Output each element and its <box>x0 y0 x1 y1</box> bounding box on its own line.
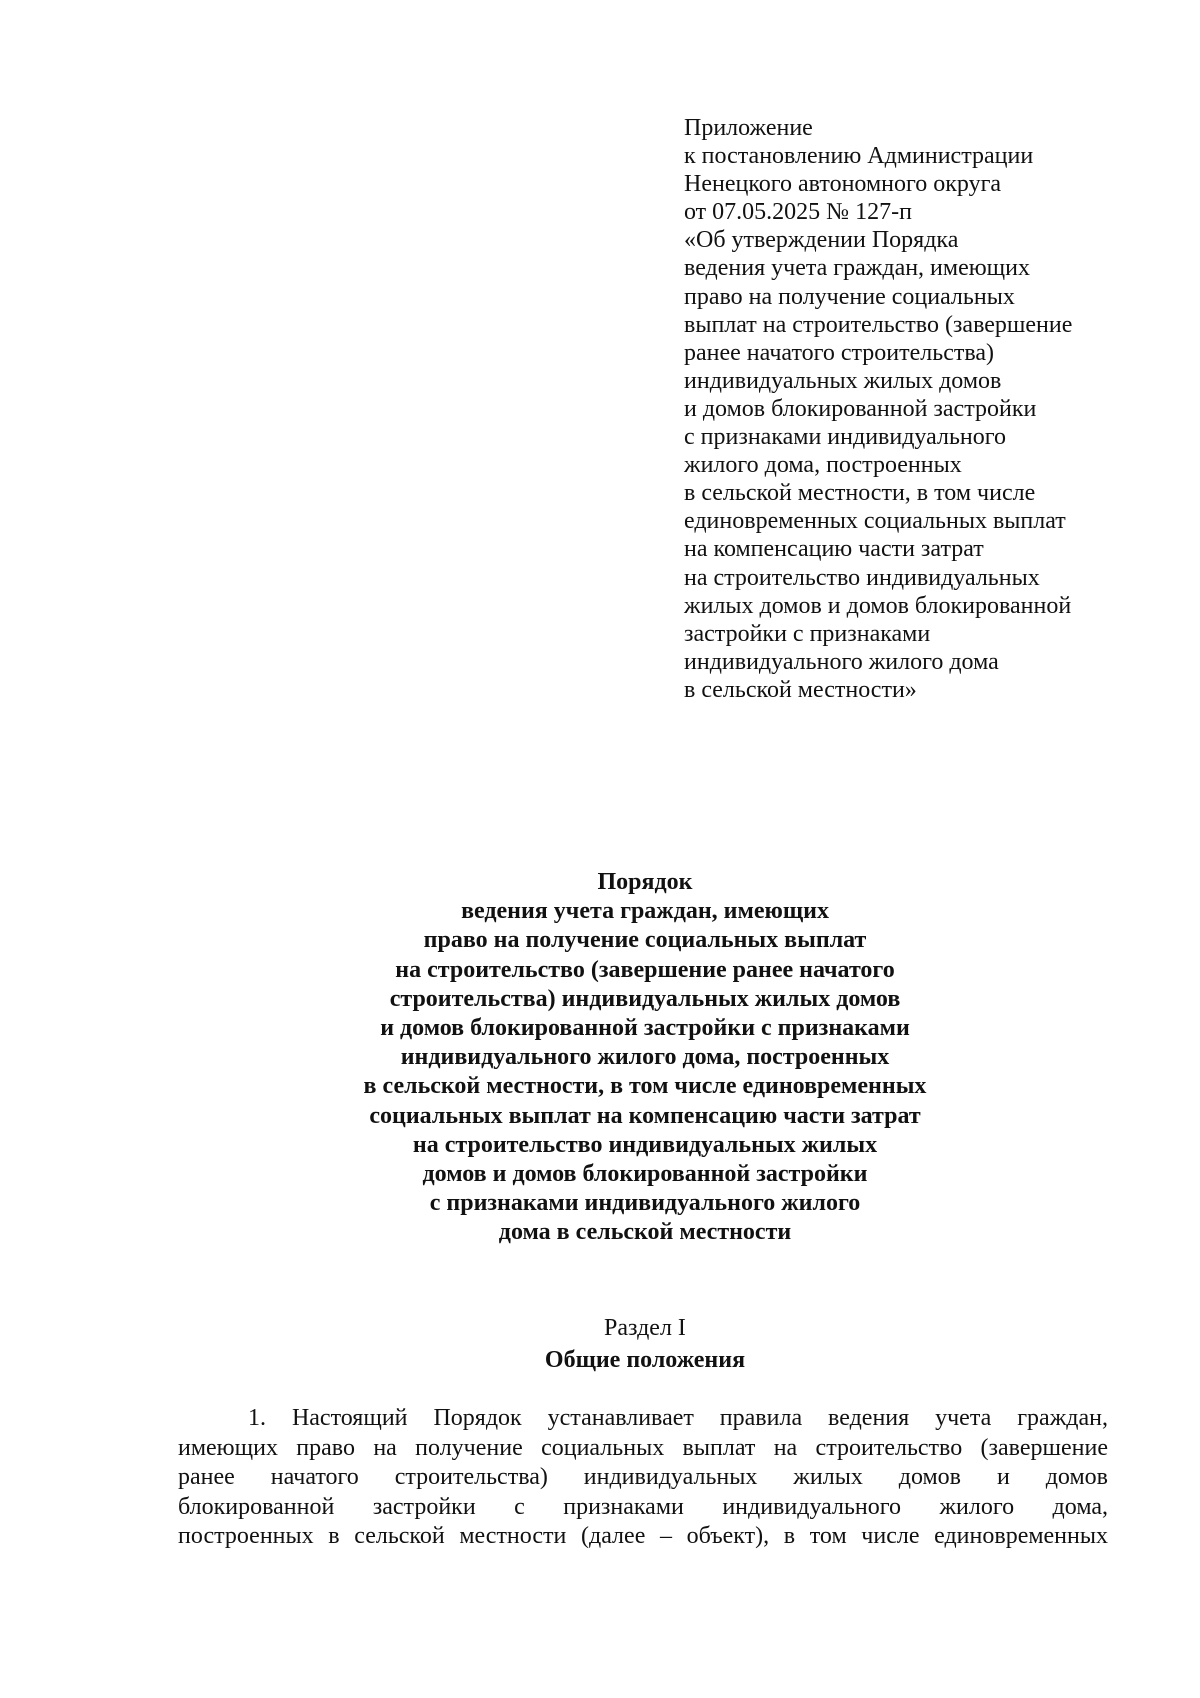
title-line: ведения учета граждан, имеющих <box>461 898 829 925</box>
appendix-line: от 07.05.2025 № 127-п <box>684 199 912 226</box>
title-line: в сельской местности, в том числе единовременных <box>363 1073 927 1100</box>
title-line: индивидуального жилого дома, построенных <box>400 1044 890 1071</box>
appendix-line: застройки с признаками <box>684 620 931 647</box>
appendix-line: в сельской местности» <box>684 676 917 703</box>
appendix-line: с признаками индивидуального <box>684 424 1006 451</box>
title-line: Порядок <box>597 869 693 895</box>
paragraph <box>178 1404 1108 1552</box>
appendix-line: индивидуальных жилых домов <box>684 367 1002 394</box>
appendix-line: Приложение <box>684 115 813 141</box>
title-line: с признаками индивидуального жилого <box>429 1190 861 1217</box>
appendix-line: единовременных социальных выплат <box>684 508 1066 535</box>
appendix-header <box>684 114 1134 704</box>
appendix-line: на строительство индивидуальных <box>684 564 1040 591</box>
appendix-line: жилого дома, построенных <box>684 452 962 479</box>
appendix-line: ведения учета граждан, имеющих <box>684 255 1030 282</box>
appendix-line: индивидуального жилого дома <box>684 648 999 675</box>
section-header <box>300 1312 990 1376</box>
appendix-line: в сельской местности, в том числе <box>684 480 1036 507</box>
title-line: строительства) индивидуальных жилых домов <box>389 985 901 1012</box>
appendix-line: на компенсацию части затрат <box>684 536 984 563</box>
section-heading: Общие положения <box>544 1347 746 1373</box>
document-title <box>300 868 990 1248</box>
section-label: Раздел I <box>604 1315 686 1341</box>
paragraph-line: блокированной застройки с признаками индивидуального жилого дома, <box>178 1493 1108 1520</box>
title-line: дома в сельской местности <box>498 1219 792 1246</box>
appendix-line: и домов блокированной застройки <box>684 395 1037 422</box>
title-line: домов и домов блокированной застройки <box>422 1161 868 1188</box>
paragraph-line: построенных в сельской местности (далее – объект), в том числе единовременных <box>178 1523 1108 1549</box>
appendix-line: право на получение социальных <box>684 283 1015 310</box>
title-line: социальных выплат на компенсацию части затрат <box>369 1102 921 1129</box>
title-line: на строительство индивидуальных жилых <box>412 1131 878 1158</box>
paragraph-line: имеющих право на получение социальных выплат на строительство (завершение <box>178 1434 1108 1461</box>
appendix-line: Ненецкого автономного округа <box>684 171 1002 198</box>
title-line: и домов блокированной застройки с признаками <box>380 1015 910 1042</box>
title-line: право на получение социальных выплат <box>423 927 867 954</box>
appendix-line: «Об утверждении Порядка <box>684 227 959 254</box>
appendix-line: ранее начатого строительства) <box>684 339 994 366</box>
appendix-line: выплат на строительство (завершение <box>684 311 1073 338</box>
appendix-line: к постановлению Администрации <box>684 143 1034 170</box>
paragraph-line: ранее начатого строительства) индивидуальных жилых домов и домов <box>178 1464 1108 1490</box>
paragraph-line: 1. Настоящий Порядок устанавливает правила ведения учета граждан, <box>248 1405 1108 1431</box>
appendix-line: жилых домов и домов блокированной <box>684 592 1072 619</box>
title-line: на строительство (завершение ранее начатого <box>395 956 895 983</box>
